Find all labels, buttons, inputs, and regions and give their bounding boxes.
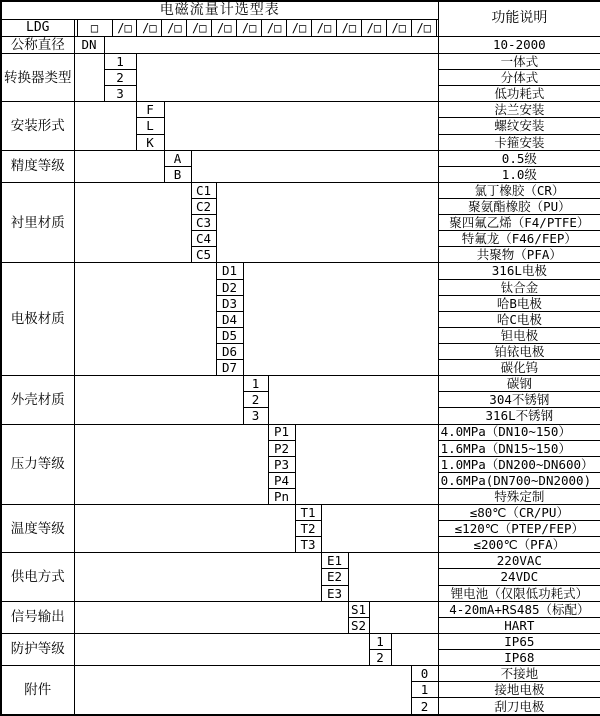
option-desc: 220VAC [438,553,600,569]
option-code: E3 [321,585,348,601]
option-desc: 1.6MPa（DN15~150） [438,440,600,456]
spacer-cell [74,601,348,633]
option-code: L [136,118,164,134]
option-desc: 氯丁橡胶（CR） [438,182,600,198]
option-code: D7 [216,360,243,376]
option-code: A [164,150,191,166]
spacer-cell [74,666,411,715]
option-code: E1 [321,553,348,569]
spacer-cell [74,182,191,263]
option-code: C1 [191,182,216,198]
spacer-cell [74,150,164,182]
option-code: D3 [216,295,243,311]
option-code: P2 [268,440,295,456]
option-code: D5 [216,327,243,343]
option-code: P4 [268,472,295,488]
option-code: E2 [321,569,348,585]
spacer-cell [216,182,438,263]
option-code: 3 [104,86,136,102]
option-code: K [136,134,164,150]
section-row [1,150,600,166]
spacer-cell [321,505,438,553]
option-desc: 4-20mA+RS485（标配） [438,601,600,617]
option-code: F [136,102,164,118]
category-label: 衬里材质 [1,182,74,263]
category-label: 压力等级 [1,424,74,505]
option-code: D1 [216,263,243,279]
option-code: C2 [191,198,216,214]
spacer-cell [74,424,268,505]
category-label: 转换器类型 [1,53,74,101]
option-code: S1 [348,601,369,617]
section-row [1,102,600,118]
code-slot-box: /□ [336,20,361,36]
option-desc: 分体式 [438,70,600,86]
option-code: T2 [295,521,321,537]
option-desc: 聚氨酯橡胶（PU） [438,198,600,214]
section-row [1,633,600,649]
code-slot-box: /□ [311,20,336,36]
option-desc: 接地电极 [438,682,600,698]
option-desc: IP68 [438,650,600,666]
spacer-cell [191,150,438,182]
spacer-cell [268,376,438,424]
code-slot-band [74,19,438,36]
option-code: P1 [268,424,295,440]
option-code: 1 [369,633,391,649]
spacer-cell [74,633,369,665]
option-desc: IP65 [438,633,600,649]
option-code: 0 [411,666,438,682]
section-row [1,601,600,617]
section-row [1,424,600,440]
spacer-cell [74,553,321,601]
option-desc: 特氟龙（F46/FEP） [438,231,600,247]
category-label: 防护等级 [1,633,74,665]
spacer-cell [104,36,438,53]
option-code: 2 [104,70,136,86]
category-label: 公称直径 [1,36,74,53]
option-desc: 铂铱电极 [438,343,600,359]
option-code: D2 [216,279,243,295]
category-label: 供电方式 [1,553,74,601]
category-label: 安装形式 [1,102,74,150]
code-slot-band-flex [75,20,438,36]
option-desc: HART [438,617,600,633]
option-desc: 0.6MPa(DN700~DN2000) [438,472,600,488]
category-label: 温度等级 [1,505,74,553]
spacer-cell [348,553,438,601]
code-slot-box: /□ [411,20,437,36]
code-slot-box: /□ [211,20,236,36]
option-desc: 316L不锈钢 [438,408,600,424]
option-desc: 不接地 [438,666,600,682]
section-row [1,53,600,69]
code-slot-box: /□ [112,20,137,36]
option-code: B [164,166,191,182]
category-label: 信号输出 [1,601,74,633]
function-column-header: 功能说明 [438,1,600,36]
option-code: 2 [369,650,391,666]
section-row [1,666,600,682]
code-slot-box: /□ [136,20,161,36]
option-desc: 钽电极 [438,327,600,343]
option-desc: ≤120℃（PTEP/FEP） [438,521,600,537]
model-prefix: LDG [1,19,74,36]
option-desc: 低功耗式 [438,86,600,102]
option-desc: 锂电池（仅限低功耗式） [438,585,600,601]
option-code: T1 [295,505,321,521]
option-desc: 共聚物（PFA） [438,247,600,263]
code-slot-box: /□ [286,20,311,36]
option-code: C5 [191,247,216,263]
title-row [1,1,600,19]
option-code: 1 [243,376,268,392]
section-row [1,376,600,392]
code-slot-box: /□ [186,20,211,36]
option-desc: 1.0MPa（DN200~DN600） [438,456,600,472]
option-desc: 304不锈钢 [438,392,600,408]
section-row [1,36,600,53]
option-desc: 1.0级 [438,166,600,182]
option-desc: 卡箍安装 [438,134,600,150]
spacer-cell [243,263,438,376]
spacer-cell [74,263,216,376]
code-slot-box: /□ [361,20,386,36]
code-slot-box: /□ [236,20,261,36]
option-desc: 哈C电极 [438,311,600,327]
spacer-cell [391,633,438,665]
option-desc: 螺纹安装 [438,118,600,134]
option-desc: 碳钢 [438,376,600,392]
spacer-cell [295,424,438,505]
category-label: 精度等级 [1,150,74,182]
category-label: 附件 [1,666,74,715]
option-desc: 24VDC [438,569,600,585]
option-code: DN [74,36,104,53]
category-label: 外壳材质 [1,376,74,424]
option-code: C3 [191,215,216,231]
table-title: 电磁流量计选型表 [1,1,438,19]
option-desc: ≤80℃（CR/PU） [438,505,600,521]
option-desc: 碳化钨 [438,360,600,376]
option-code: T3 [295,537,321,553]
option-desc: 法兰安装 [438,102,600,118]
option-desc: 4.0MPa（DN10~150） [438,424,600,440]
spacer-cell [369,601,438,633]
option-desc: 钛合金 [438,279,600,295]
code-slot-box: /□ [386,20,411,36]
section-row [1,263,600,279]
spacer-cell [74,53,104,101]
code-slot-box: □ [77,20,112,36]
option-desc: 哈B电极 [438,295,600,311]
option-desc: 刮刀电极 [438,698,600,715]
option-code: P3 [268,456,295,472]
section-row [1,505,600,521]
spacer-cell [136,53,438,101]
section-row [1,182,600,198]
option-desc: 0.5级 [438,150,600,166]
option-desc: 聚四氟乙烯（F4/PTFE） [438,215,600,231]
spacer-cell [164,102,438,150]
spacer-cell [74,505,295,553]
option-code: 2 [243,392,268,408]
option-code: S2 [348,617,369,633]
option-code: Pn [268,488,295,504]
option-desc: 一体式 [438,53,600,69]
option-code: 3 [243,408,268,424]
category-label: 电极材质 [1,263,74,376]
option-desc: ≤200℃（PFA） [438,537,600,553]
option-desc: 316L电极 [438,263,600,279]
code-slot-box: /□ [261,20,286,36]
option-code: C4 [191,231,216,247]
spacer-cell [74,102,136,150]
section-row [1,553,600,569]
option-code: D6 [216,343,243,359]
code-slot-box: /□ [161,20,186,36]
option-code: 1 [411,682,438,698]
spacer-cell [74,376,243,424]
option-code: 1 [104,53,136,69]
option-desc: 10-2000 [438,36,600,53]
option-code: 2 [411,698,438,715]
option-code: D4 [216,311,243,327]
option-desc: 特殊定制 [438,488,600,504]
